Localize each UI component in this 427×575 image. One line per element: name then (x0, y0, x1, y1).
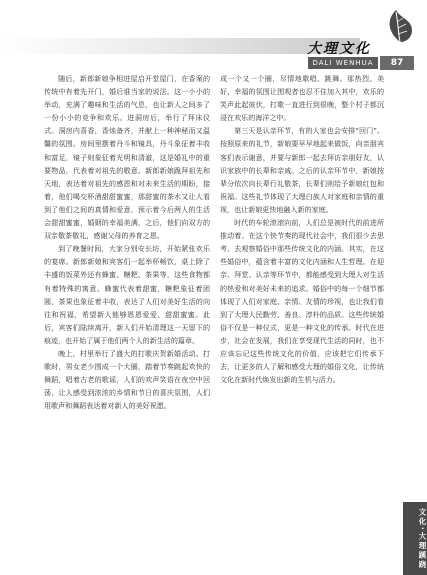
paragraph: 晚上，村里举行了盛大的打歌庆贺新婚活动。打歌时，男女老少围成一个大圈，踏着节奏跳起欢快的舞蹈，唱着古老的歌谣，人们的欢声笑语在夜空中回荡，让人感受到浓浓的乡情和节日的喜庆氛围，人们用歌声和舞蹈表达着对新人的美好祝愿。 (44, 348, 210, 411)
magazine-title: 大理文化 (307, 41, 371, 57)
header-band (0, 38, 360, 54)
right-column (220, 72, 384, 386)
page-header (0, 0, 427, 72)
section-tab-label: 文化·大理蹊跷 (418, 508, 427, 570)
leaf-logo-icon (382, 6, 418, 44)
paragraph: 到了晚餐时间，大家分别安长坊，开始紧张欢乐的宴席。新郎新娘和宾客们一起举杯畅饮，桌上除了丰盛的饭菜外还有蜂蜜、糖粑、茶果等，这些食物都有着特殊的寓意。蜂蜜代表着甜蜜，糖粑象征着团圆，茶果也象征着丰收，表达了人们对美好生活的向往和祝福，希望新人能够恩恩爱爱、甜甜蜜蜜。此后，宾客们陆续离开，新人们开始清理这一天留下的痕迹，也开始了属于他们两个人的新生活的篇章。 (44, 244, 210, 345)
page-number: 87 (380, 56, 414, 70)
section-tab (403, 502, 427, 575)
paragraph: 第三天是认亲环节，有的人家也会安排“回门”。按照原来的礼节，新娘要早早地起来做饭，向亲朋宾客们表示谢意，并要与新郎一起去拜访亲朋好友，认识家族中的长辈和亲戚。之后的认亲环节中，新娘按辈分依次向长辈行礼敬茶，长辈们则给予新娘红包和祝福。这些礼节体现了大理白族人对家庭和亲情的重视，也让新娘更快地融入新的家庭。 (220, 126, 384, 214)
left-column (44, 72, 210, 412)
magazine-title-en: DALI WENHUA (308, 57, 378, 69)
paragraph: 成一个又一个圈，尽情地歌唱、跳舞。那热烈、美好、幸福的氛围让围观者也忍不住加入其中，欢乐的笑声此起彼伏，打歌一直进行到很晚，整个村子都沉浸在欢乐的海洋之中。 (220, 74, 384, 123)
paragraph: 时代的车轮滚滚向前，人们总是被时代的前进所推动着。在这个快节奏的现代社会中，我们很少去思考、去观察婚俗中那些传统文化的内涵。其实，在这些婚俗中，蕴含着丰富的文化内涵和人生哲理。在迎亲、拜堂、认亲等环节中，都能感受到大理人对生活的热爱和对美好未来的追求。婚俗中的每一个细节都体现了人们对家庭、亲情、友情的珍视，也让我们看到了大理人民勤劳、善良、淳朴的品质。这些传统婚俗不仅是一种仪式，更是一种文化的传承。时代在进步，社会在发展，我们在享受现代生活的同时，也不应该忘记这些传统文化的价值，应该把它们传承下去，让更多的人了解和感受大理的婚俗文化，让传统文化在新时代焕发出新的生机与活力。 (220, 218, 384, 385)
paragraph: 随后，新郎新娘争相进屋启开堂屋门，在香案的传统中有着先开门，婚后谁当家的说法。这一小小的举动，充满了趣味和生活的气息，也让新人之间多了一份小小的竞争和欢乐。进洞房后，举行了拜床仪式。洞房内喜香，香烛备齐，并献上一种神秘而又温馨的氛围。房间里摆着丹斗和镜具，丹斗象征着丰收和富足，镜子则象征着光明和清澈，这是婚礼中的重要物品，代表着对祖先的敬意。新郎新娘跪拜祖先和天地，表达着对祖先的感恩和对未来生活的期盼，接着，他们喝交杯酒甜甜蜜蜜，那甜蜜的茶水又让人看到了他们之间的真情和爱意，预示着今后两人的生活会甜甜蜜蜜，婚姻的幸福美满，之后，他们向双方的双亲敬茶敬礼，感谢父母的养育之恩。 (44, 74, 210, 241)
